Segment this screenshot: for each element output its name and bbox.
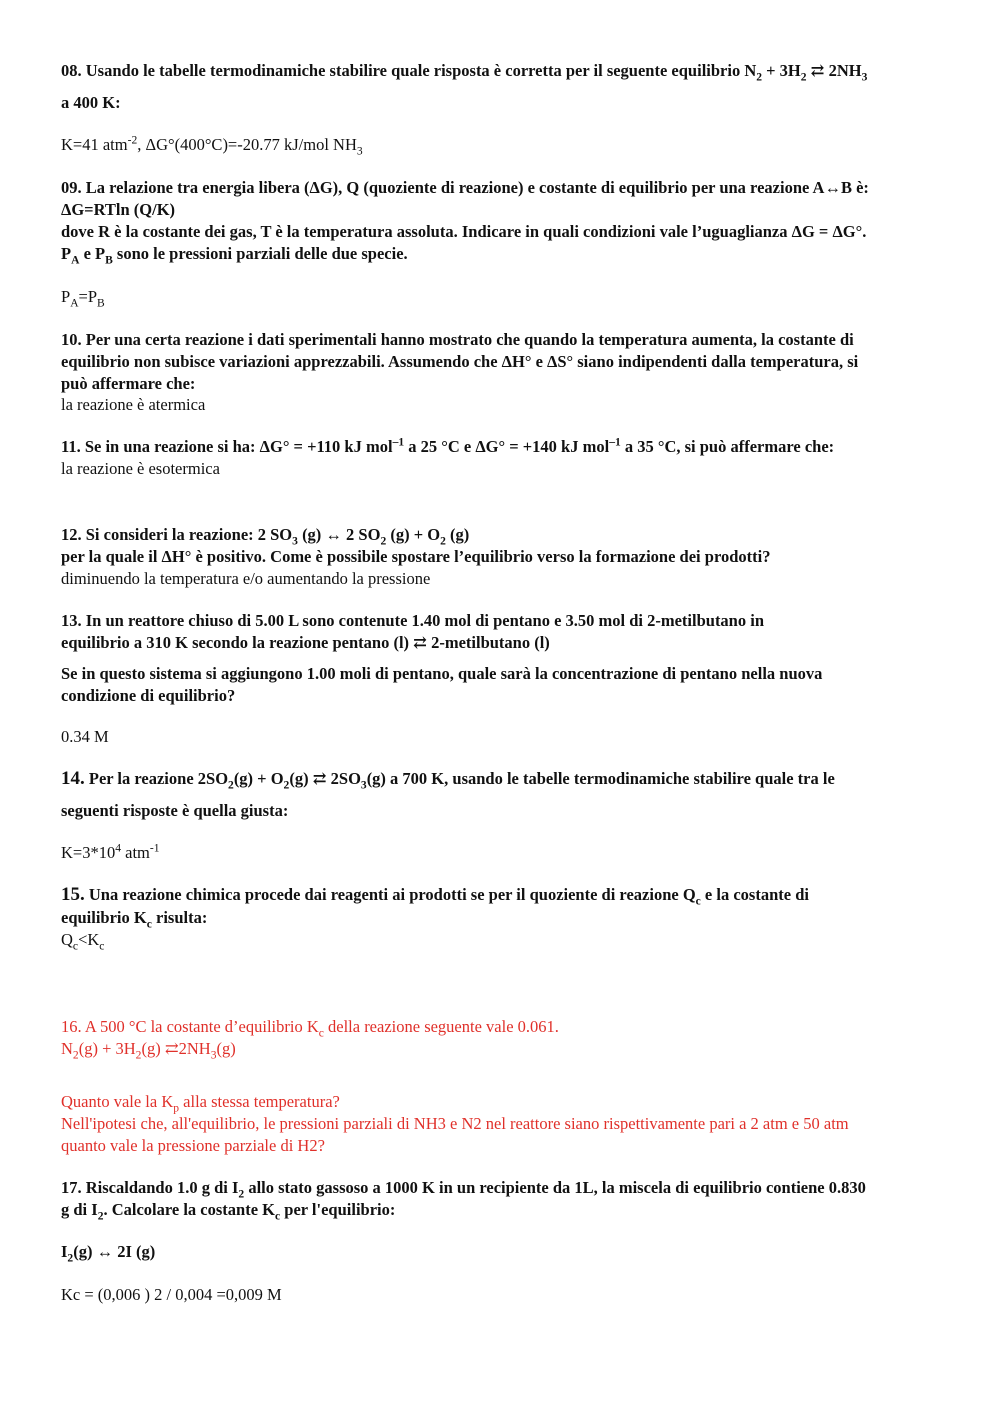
question-09-line-1: 09. La relazione tra energia libera (ΔG), Q (quoziente di reazione) e costante di equilibrio per una reazione A↔B è: <box>61 178 869 197</box>
question-08-line-1: 08. Usando le tabelle termodinamiche stabilire quale risposta è corretta per il seguente equilibrio $N_2 + 3H_2$ ⇄ $2NH_3$ <box>61 61 868 84</box>
answer-14: $K=3*10^4$ atm$^{-1}$ <box>61 842 160 862</box>
question-13-line-3: Se in questo sistema si aggiungono 1.00 moli di pentano, quale sarà la concentrazione di pentano nella nuova <box>61 664 823 683</box>
answer-17: Kc = (0,006 ) 2 / 0,004 =0,009 M <box>61 1285 282 1304</box>
question-10-line-1: 10. Per una certa reazione i dati sperimentali hanno mostrato che quando la temperatura aumenta, la costante di <box>61 330 854 349</box>
question-16-line-3: Quanto vale la $K_p$ alla stessa temperatura? <box>61 1092 340 1115</box>
answer-11: la reazione è esotermica <box>61 459 220 478</box>
question-13-line-4: condizione di equilibrio? <box>61 686 236 705</box>
question-12-line-2: per la quale il ΔH° è positivo. Come è possibile spostare l’equilibrio verso la formazione dei prodotti? <box>61 547 771 566</box>
answer-09: $P_A=P_B$ <box>61 287 105 310</box>
question-17-line-2: g di $I_2$. Calcolare la costante $K_c$ per l'equilibrio: <box>61 1200 396 1223</box>
question-17-equation: $I_2(g)$ ↔ 2I (g) <box>61 1242 156 1265</box>
question-08-line-2: a 400 K: <box>61 93 121 112</box>
question-16-line-4: Nell'ipotesi che, all'equilibrio, le pressioni parziali di NH3 e N2 nel reattore siano rispettivamente pari a 2 atm e 50 atm <box>61 1114 849 1133</box>
question-09-line-3: dove R è la costante dei gas, T è la temperatura assoluta. Indicare in quali condizioni vale l’uguaglianza ΔG = ΔG°. <box>61 222 867 241</box>
answer-13: 0.34 M <box>61 727 109 746</box>
question-10-line-3: può affermare che: <box>61 374 196 393</box>
question-12-line-1: 12. Si consideri la reazione: 2 $SO_3$ (g) ↔ 2 $SO_2$ $(g) + O_2$ (g) <box>61 525 470 548</box>
question-14-line-2: seguenti risposte è quella giusta: <box>61 801 289 820</box>
question-13-line-1: 13. In un reattore chiuso di 5.00 L sono contenute 1.40 mol di pentano e 3.50 mol di 2-metilbutano in <box>61 611 764 630</box>
question-10-line-2: equilibrio non subisce variazioni apprezzabili. Assumendo che ΔH° e ΔS° siano indipendenti dalla temperatura, si <box>61 352 859 371</box>
question-11: 11. Se in una reazione si ha: ΔG° = +110 kJ mol$^{-1}$ a 25 °C e ΔG° = +140 kJ mol$^{-1}$ a 35 °C, si può affermare che: <box>61 436 835 456</box>
question-09-formula: ΔG=RTln (Q/K) <box>61 200 176 219</box>
question-16-line-1: 16. A 500 °C la costante d’equilibrio $K_c$ della reazione seguente vale 0.061. <box>61 1017 559 1040</box>
question-17-line-1: 17. Riscaldando 1.0 g di $I_2$ allo stato gassoso a 1000 K in un recipiente da 1L, la miscela di equilibrio contiene 0.830 <box>61 1178 866 1201</box>
question-09-line-4: $P_A$ e $P_B$ sono le pressioni parziali delle due specie. <box>61 244 408 267</box>
question-15-line-2: equilibrio $K_c$ risulta: <box>61 908 208 931</box>
answer-10: la reazione è atermica <box>61 395 206 414</box>
answer-12: diminuendo la temperatura e/o aumentando la pressione <box>61 569 431 588</box>
question-13-line-2: equilibrio a 310 K secondo la reazione pentano (l) ⇄ 2-metilbutano (l) <box>61 633 550 652</box>
question-16-line-5: quanto vale la pressione parziale di H2? <box>61 1136 325 1155</box>
question-15-line-1: 15. Una reazione chimica procede dai reagenti ai prodotti se per il quoziente di reazione $Q_c$ e la costante di <box>61 884 809 908</box>
answer-08: K=41 atm$^{-2}$, ΔG°(400°C)=-20.77 kJ/mol $NH_3$ <box>61 134 363 158</box>
question-14-line-1: 14. Per la reazione $2SO_2(g) + O_2(g)$ ⇄ $2SO_3(g)$ a 700 K, usando le tabelle termodinamiche stabilire quale tra le <box>61 768 835 792</box>
question-16-equation: $N_2(g) + 3H_2(g)$ $⇄2NH_3(g)$ <box>61 1039 236 1062</box>
answer-15: $Q_c<K_c$ <box>61 930 105 953</box>
